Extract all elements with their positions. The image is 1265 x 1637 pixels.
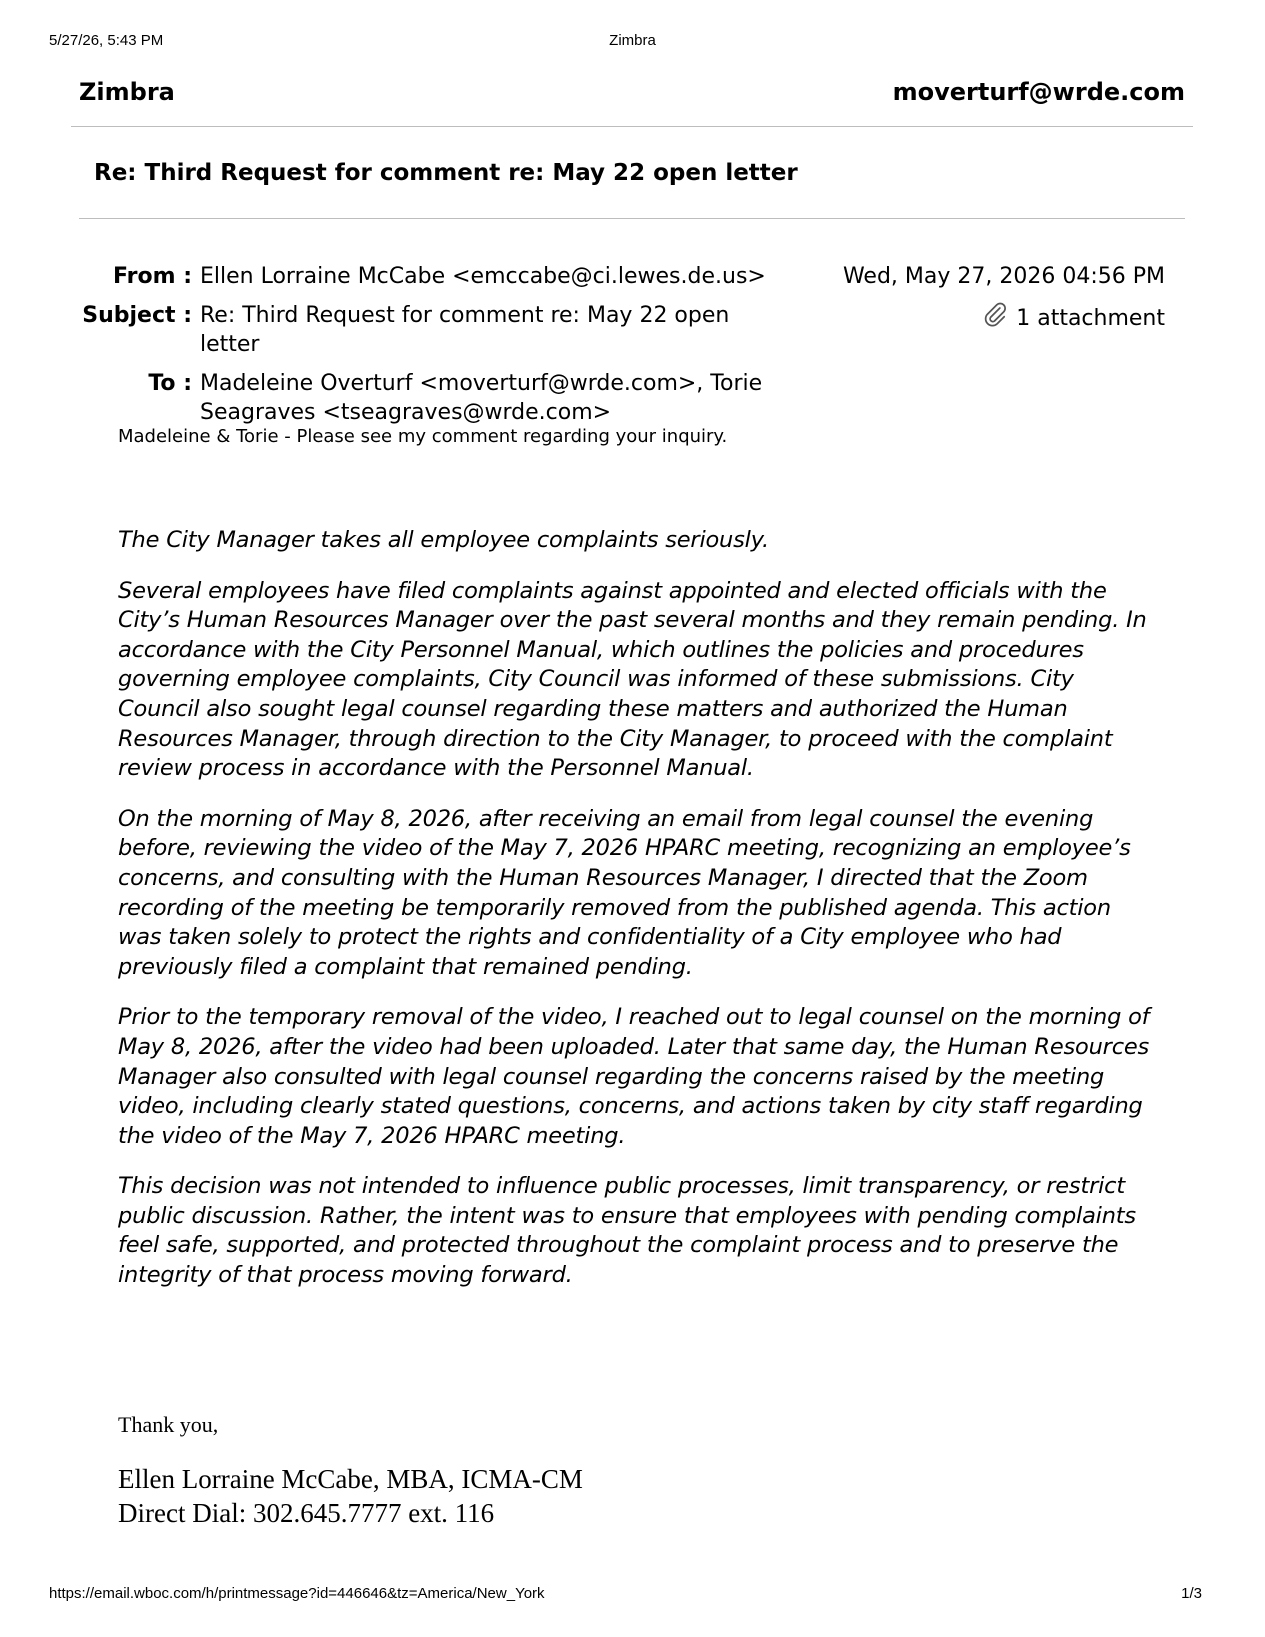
message-title: Re: Third Request for comment re: May 22 open letter [94, 160, 798, 186]
subject-label: Subject : [82, 303, 192, 328]
account-email: moverturf@wrde.com [892, 78, 1185, 106]
paperclip-icon [982, 301, 1008, 335]
message-headers [80, 262, 780, 437]
page-number: 1/3 [1181, 1585, 1202, 1602]
greeting-line: Madeleine & Torie - Please see my comment regarding your inquiry. [118, 426, 728, 447]
signature-phone: Direct Dial: 302.645.7777 ext. 116 [118, 1498, 495, 1528]
signature-name: Ellen Lorraine McCabe, MBA, ICMA-CM [118, 1464, 583, 1494]
body-paragraph-5: This decision was not intended to influence public processes, limit transparency, or restrict public discussion. Rather, the intent was to ensure that employees with pending complaints feel safe, supported, and protected throughout the complaint process and to preserve the integrity of that process moving forward. [118, 1173, 1136, 1289]
from-label: From : [113, 264, 192, 289]
to-row [80, 369, 780, 427]
from-value[interactable]: Ellen Lorraine McCabe <emccabe@ci.lewes.de.us> [200, 264, 766, 289]
subject-row [80, 301, 780, 359]
body-paragraph-4: Prior to the temporary removal of the video, I reached out to legal counsel on the morning of May 8, 2026, after the video had been uploaded. Later that same day, the Human Resources Manager also consulted with legal counsel regarding the concerns raised by the meeting video, including clearly stated questions, concerns, and actions taken by city staff regarding the video of the May 7, 2026 HPARC meeting. [118, 1004, 1150, 1149]
header-divider [71, 126, 1193, 127]
body-paragraph-3: On the morning of May 8, 2026, after receiving an email from legal counsel the evening before, reviewing the video of the May 7, 2026 HPARC meeting, recognizing an employee’s concerns, and consulting with the Human Resources Manager, I directed that the Zoom recording of the meeting be temporarily removed from the published agenda. This action was taken solely to protect the rights and confidentiality of a City employee who had previously filed a complaint that remained pending. [118, 805, 1131, 980]
message-body [118, 526, 1158, 1312]
print-url: https://email.wboc.com/h/printmessage?id=446646&tz=America/New_York [49, 1585, 545, 1602]
to-value[interactable]: Madeleine Overturf <moverturf@wrde.com>, Torie Seagraves <tseagraves@wrde.com> [200, 371, 763, 425]
app-name: Zimbra [79, 78, 175, 106]
print-datetime: 5/27/26, 5:43 PM [49, 32, 164, 49]
subject-value: Re: Third Request for comment re: May 22 open letter [200, 303, 730, 357]
body-paragraph-2: Several employees have filed complaints against appointed and elected officials with the City’s Human Resources Manager over the past several months and they remain pending. In accordance with the City Personnel Manual, which outlines the policies and procedures governing employee complaints, City Council was informed of these submissions. City Council also sought legal counsel regarding these matters and authorized the Human Resources Manager, through direction to the City Manager, to proceed with the complaint review process in accordance with the Personnel Manual. [118, 577, 1147, 782]
print-page-title: Zimbra [609, 32, 656, 49]
from-row [80, 262, 780, 291]
body-paragraph-1: The City Manager takes all employee complaints seriously. [118, 527, 770, 553]
to-label: To : [148, 371, 192, 396]
title-divider [79, 218, 1185, 219]
attachment-count: 1 attachment [1016, 305, 1165, 331]
closing: Thank you, [118, 1412, 219, 1437]
attachment-link[interactable] [982, 301, 1165, 335]
message-date: Wed, May 27, 2026 04:56 PM [842, 264, 1165, 289]
